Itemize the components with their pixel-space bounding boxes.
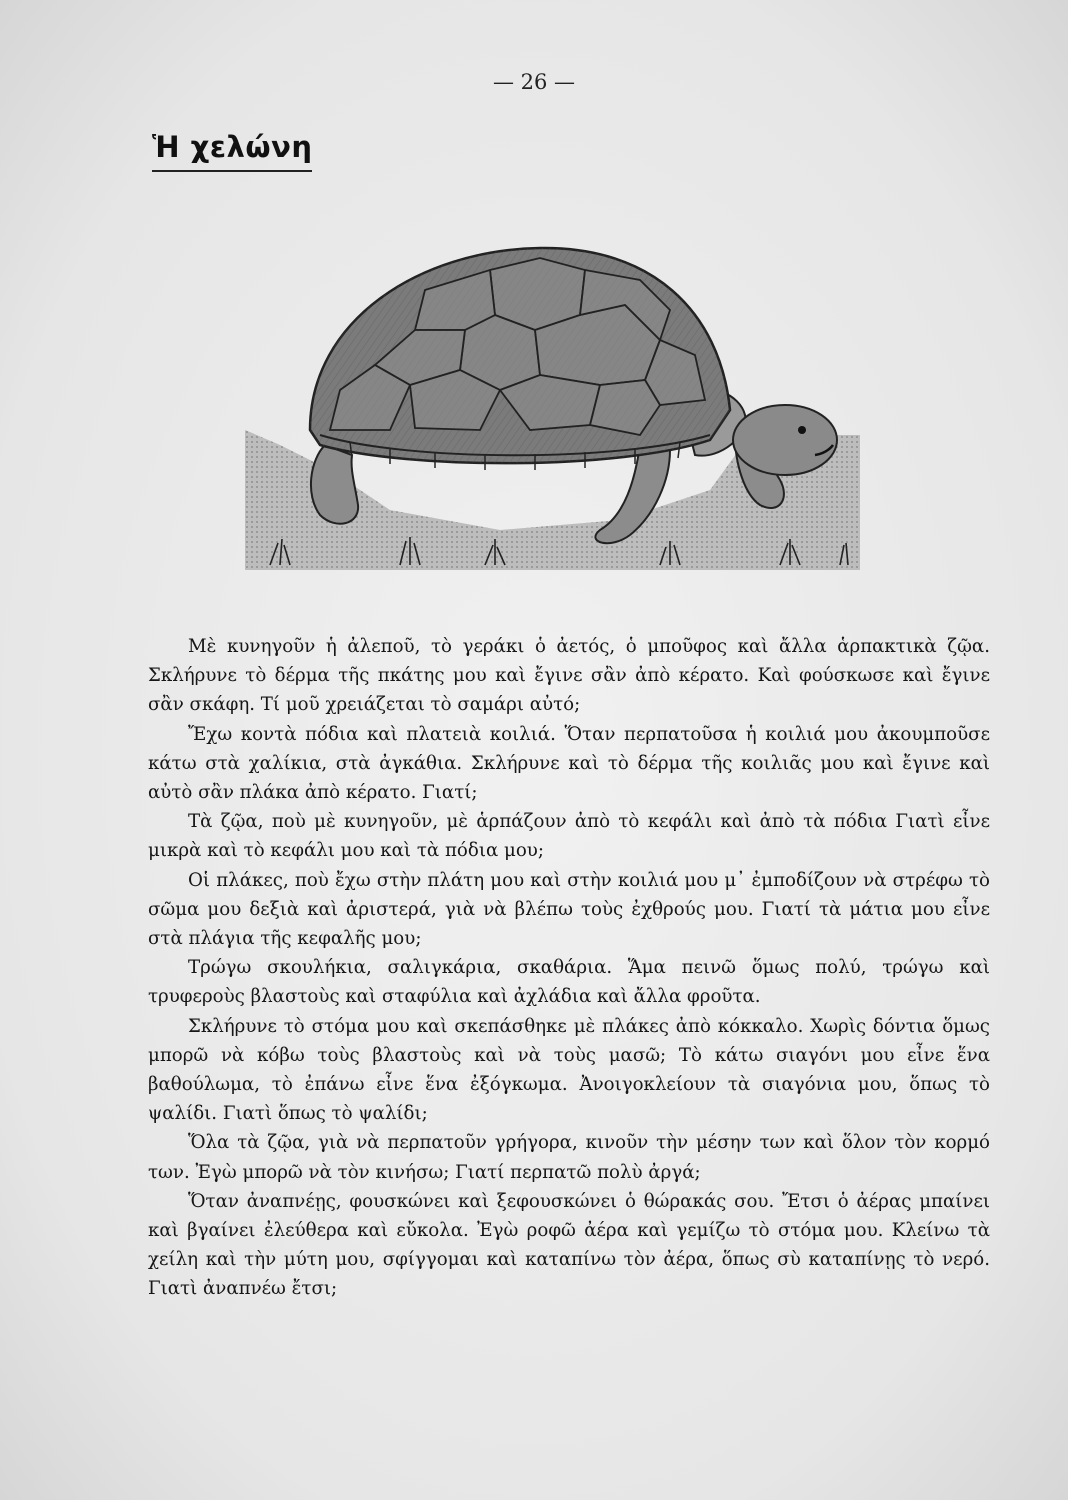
tortoise-head	[733, 405, 837, 475]
paragraph-3: Τὰ ζῷα, ποὺ μὲ κυνηγοῦν, μὲ ἁρπάζουν ἀπὸ τὸ κεφάλι καὶ ἀπὸ τὰ πόδια Γιατὶ εἶνε μικρὰ καὶ τὸ κεφάλι μου καὶ τὰ πόδια μου;	[148, 811, 990, 862]
paragraph-1: Μὲ κυνηγοῦν ἡ ἀλεποῦ, τὸ γεράκι ὁ ἀετός, ὁ μποῦφος καὶ ἄλλα ἁρπακτικὰ ζῷα. Σκλήρυνε τὸ δέρμα τῆς πκάτης μου καὶ ἔγινε σἂν ἀπὸ κέρατο. Καὶ φούσκωσε καὶ ἔγινε σἂν σκάφη. Τί μοῦ χρειάζεται τὸ σαμάρι αὐτό;	[148, 636, 990, 716]
page-title: Ἡ χελώνη	[152, 130, 312, 172]
page-number: — 26 —	[492, 70, 576, 94]
tortoise-hind-leg	[311, 445, 358, 524]
paragraph-6: Σκλήρυνε τὸ στόμα μου καὶ σκεπάσθηκε μὲ πλάκες ἀπὸ κόκκαλο. Χωρὶς δόντια ὅμως μπορῶ νὰ κόβω τοὺς βλαστοὺς καὶ νὰ τοὺς μασῶ; Τὸ κάτω σιαγόνι μου εἶνε ἕνα βαθούλωμα, τὸ ἐπάνω εἶνε ἕνα ἐξόγκωμα. Ἀνοιγοκλείουν τὰ σιαγόνια μου, ὅπως τὸ ψαλίδι. Γιατὶ ὅπως τὸ ψαλίδι;	[148, 1015, 990, 1125]
paragraph-7: Ὅλα τὰ ζῷα, γιὰ νὰ περπατοῦν γρήγορα, κινοῦν τὴν μέσην των καὶ ὅλον τὸν κορμό των. Ἐγὼ μπορῶ νὰ τὸν κινήσω; Γιατί περπατῶ πολὺ ἀργά;	[148, 1132, 990, 1183]
body-text	[148, 632, 990, 1304]
paragraph-8: Ὅταν ἀναπνέῃς, φουσκώνει καὶ ξεφουσκώνει ὁ θώρακάς σου. Ἔτσι ὁ ἀέρας μπαίνει καὶ βγαίνει ἐλεύθερα καὶ εὔκολα. Ἐγὼ ροφῶ ἀέρα καὶ γεμίζω τὸ στόμα μου. Κλείνω τὰ χείλη καὶ τὴν μύτη μου, σφίγγομαι καὶ καταπίνω τὸν ἀέρα, ὅπως σὺ καταπίνῃς τὸ νερό. Γιατὶ ἀναπνέω ἔτσι;	[148, 1190, 990, 1300]
paragraph-5: Τρώγω σκουλήκια, σαλιγκάρια, σκαθάρια. Ἅμα πεινῶ ὅμως πολύ, τρώγω καὶ τρυφεροὺς βλαστοὺς καὶ σταφύλια καὶ ἀχλάδια καὶ ἄλλα φροῦτα.	[148, 957, 990, 1008]
paragraph-2: Ἔχω κοντὰ πόδια καὶ πλατειὰ κοιλιά. Ὅταν περπατοῦσα ἡ κοιλιά μου ἀκουμποῦσε κάτω στὰ χαλίκια, στὰ ἀγκάθια. Σκλήρυνε καὶ τὸ δέρμα τῆς κοιλιᾶς μου καὶ ἔγινε καὶ αὐτὸ σἂν πλάκα ἀπὸ κέρατο. Γιατί;	[148, 723, 990, 804]
paragraph-4: Οἱ πλάκες, ποὺ ἔχω στὴν πλάτη μου καὶ στὴν κοιλιά μου μ᾽ ἐμποδίζουν νὰ στρέφω τὸ σῶμα μου δεξιὰ καὶ ἀριστερά, γιὰ νὰ βλέπω τοὺς ἐχθρούς μου. Γιατί τὰ μάτια μου εἶνε στὰ πλάγια τῆς κεφαλῆς μου;	[148, 869, 990, 950]
tortoise-illustration	[240, 230, 865, 580]
